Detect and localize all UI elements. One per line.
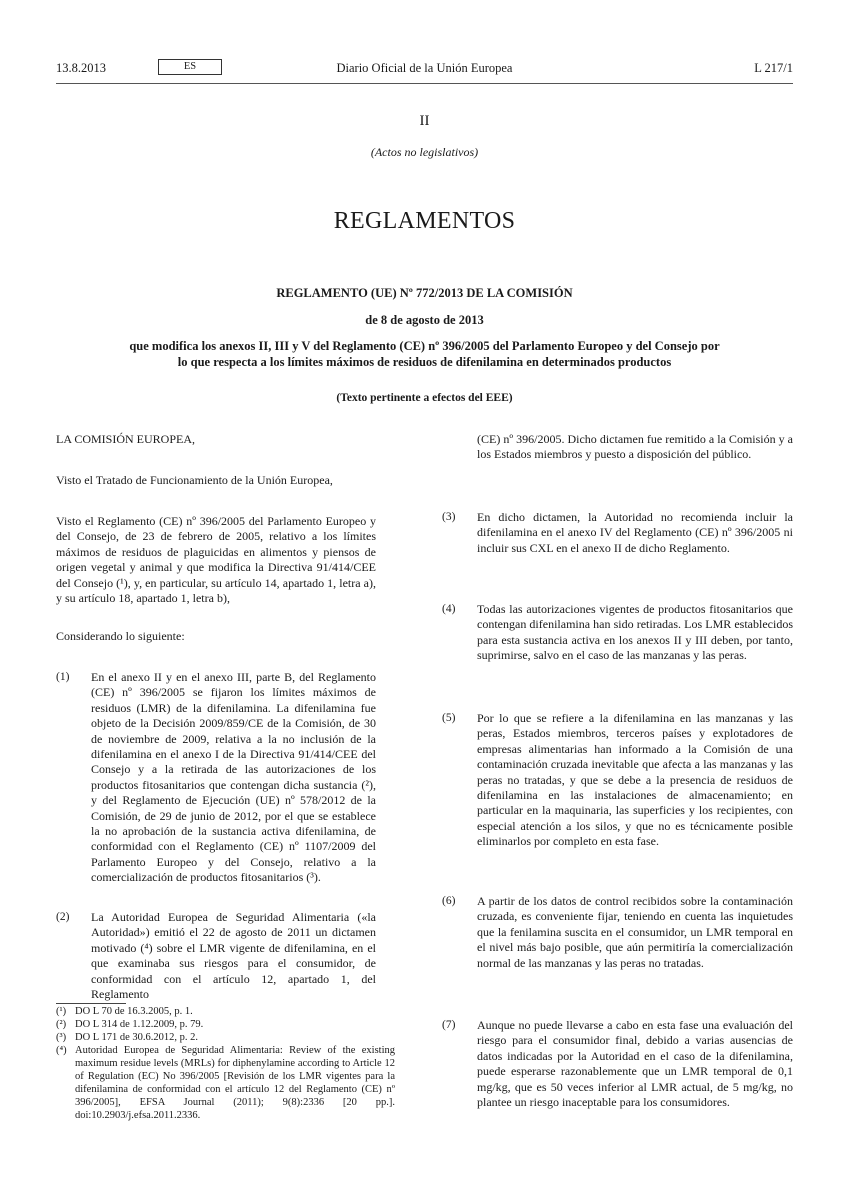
preamble-treaty: Visto el Tratado de Funcionamiento de la Unión Europea, xyxy=(56,473,333,487)
recital-3-number: (3) xyxy=(442,511,456,523)
eee-note: (Texto pertinente a efectos del EEE) xyxy=(336,392,513,404)
preamble-regulation: Visto el Reglamento (CE) nº 396/2005 del Parlamento Europeo y del Consejo, de 23 de febrero de 2005, relativo a los límites máximos de residuos de plaguicidas en alimentos y piensos de origen vegetal y animal y que modifica la Directiva 91/414/CEE del Consejo (¹), y, en particular, su artículo 14, apartado 1, letra a), y su artículo 18, apartado 1, letra b), xyxy=(56,514,376,606)
header-rule xyxy=(56,83,793,84)
footnote-3-number: (³) xyxy=(56,1032,67,1043)
preamble-considering: Considerando lo siguiente: xyxy=(56,629,185,643)
section-roman: II xyxy=(419,113,430,129)
footnote-rule xyxy=(56,1003,126,1004)
section-subtitle: (Actos no legislativos) xyxy=(370,145,479,159)
language-badge: ES xyxy=(158,59,222,75)
footnote-3 xyxy=(56,1031,376,1044)
footnote-4 xyxy=(56,1044,395,1122)
footnote-1-text: DO L 70 de 16.3.2005, p. 1. xyxy=(75,1006,193,1017)
footnote-1 xyxy=(56,1005,376,1018)
recital-3-text: En dicho dictamen, la Autoridad no recomienda incluir la difenilamina en el anexo IV del Reglamento (CE) nº 396/2005 ni incluir sus CXL en el anexo II de dicho Reglamento. xyxy=(477,510,793,555)
recital-1-number: (1) xyxy=(56,671,70,683)
recital-6-text: A partir de los datos de control recibidos sobre la contaminación cruzada, es conveniente fijar, teniendo en cuenta las inquietudes que la fenilamina suscita en el consumidor, un LMR temporal en el nivel más bajo posible, que aún permitiría la comercialización normal de las manzanas y las peras no tratadas. xyxy=(477,894,793,970)
footnote-2 xyxy=(56,1018,376,1031)
recital-4-text: Todas las autorizaciones vigentes de productos fitosanitarios que contengan difenilamina han sido retiradas. Los LMR establecidos para esta sustancia activa en los anexos II y III deben, por tanto, suprimirse, salvo en el caso de las manzanas y las peras. xyxy=(477,602,793,663)
section-heading: REGLAMENTOS xyxy=(333,208,516,234)
header-date: 13.8.2013 xyxy=(56,61,106,75)
footnote-2-number: (²) xyxy=(56,1019,67,1030)
recital-2-continuation: (CE) nº 396/2005. Dicho dictamen fue remitido a la Comisión y a los Estados miembros y puesto a disposición del público. xyxy=(477,432,793,462)
recital-7-number: (7) xyxy=(442,1019,456,1031)
footnote-1-number: (¹) xyxy=(56,1006,67,1017)
recital-5-number: (5) xyxy=(442,712,456,724)
recital-5-text: Por lo que se refiere a la difenilamina en las manzanas y las peras, Estados miembros, terceros países y explotadores de empresas alimentarias han informado a la Comisión de una contaminación cruzada inevitable que afecta a las manzanas y las peras no tratadas, y que se debe a la presencia de residuos de difenilamina en las instalaciones de almacenamiento; en particular en la maquinaria, las superficies y los recipientes, con especial atención a los silos, y que no es técnicamente posible eliminarlos por completo en esta fase. xyxy=(477,711,793,849)
recital-6-number: (6) xyxy=(442,895,456,907)
footnote-4-text: Autoridad Europea de Seguridad Alimentaria: Review of the existing maximum residue levels (MRLs) for diphenylamine according to Article 12 of Regulation (EC) No 396/2005 [Revisión de los LMR vigentes para la difenilamina de conformidad con el artículo 12 del Reglamento (CE) nº 396/2005], EFSA Journal (2011); 9(8):2336 [20 pp.]. doi:10.2903/j.efsa.2011.2336. xyxy=(75,1045,395,1121)
regulation-date: de 8 de agosto de 2013 xyxy=(365,313,484,327)
regulation-subject: que modifica los anexos II, III y V del Reglamento (CE) nº 396/2005 del Parlamento Europeo y del Consejo por lo que respecta a los límites máximos de residuos de difenilamina en determinados productos xyxy=(129,339,720,369)
recital-1-text: En el anexo II y en el anexo III, parte B, del Reglamento (CE) nº 396/2005 se fijaron los límites máximos de residuos (LMR) de la difenilamina. La difenilamina fue objeto de la Decisión 2009/859/CE de la Comisión, de 30 de noviembre de 2009, relativa a la no inclusión de la difenilamina en el anexo I de la Directiva 91/414/CEE del Consejo y a la retirada de las autorizaciones de los productos fitosanitarios que contengan dicha sustancia (²), y del Reglamento de Ejecución (UE) nº 578/2012 de la Comisión, de 29 de junio de 2012, por el que se establece la no aprobación de la sustancia activa difenilamina, de conformidad con el Reglamento (CE) nº 1107/2009 del Parlamento Europeo y del Consejo, relativo a la comercialización de productos fitosanitarios (³). xyxy=(91,670,376,885)
footnote-3-text: DO L 171 de 30.6.2012, p. 2. xyxy=(75,1032,198,1043)
recital-7-text: Aunque no puede llevarse a cabo en esta fase una evaluación del riesgo para el consumidor final, debido a varias ausencias de datos indicadas por la Autoridad en el caso de la difenilamina, puede esperarse razonablemente que un LMR temporal de 0,1 mg/kg, que es 50 veces inferior al LMR actual, de 5 mg/kg, no plantee un riesgo inaceptable para los consumidores. xyxy=(477,1018,793,1110)
page-number: L 217/1 xyxy=(754,61,793,75)
recital-2-number: (2) xyxy=(56,911,70,923)
recital-2-text: La Autoridad Europea de Seguridad Alimentaria («la Autoridad») emitió el 22 de agosto de 2011 un dictamen motivado (⁴) sobre el LMR vigente de difenilamina, en el que examinaba sus riesgos para el consumidor, de conformidad con el artículo 12, apartado 1, del Reglamento xyxy=(91,910,376,1002)
footnote-4-number: (⁴) xyxy=(56,1045,67,1056)
footnote-2-text: DO L 314 de 1.12.2009, p. 79. xyxy=(75,1019,204,1030)
journal-title: Diario Oficial de la Unión Europea xyxy=(336,61,513,75)
preamble-commission: LA COMISIÓN EUROPEA, xyxy=(56,432,196,446)
recital-4-number: (4) xyxy=(442,603,456,615)
regulation-title: REGLAMENTO (UE) Nº 772/2013 DE LA COMISIÓN xyxy=(276,286,573,300)
